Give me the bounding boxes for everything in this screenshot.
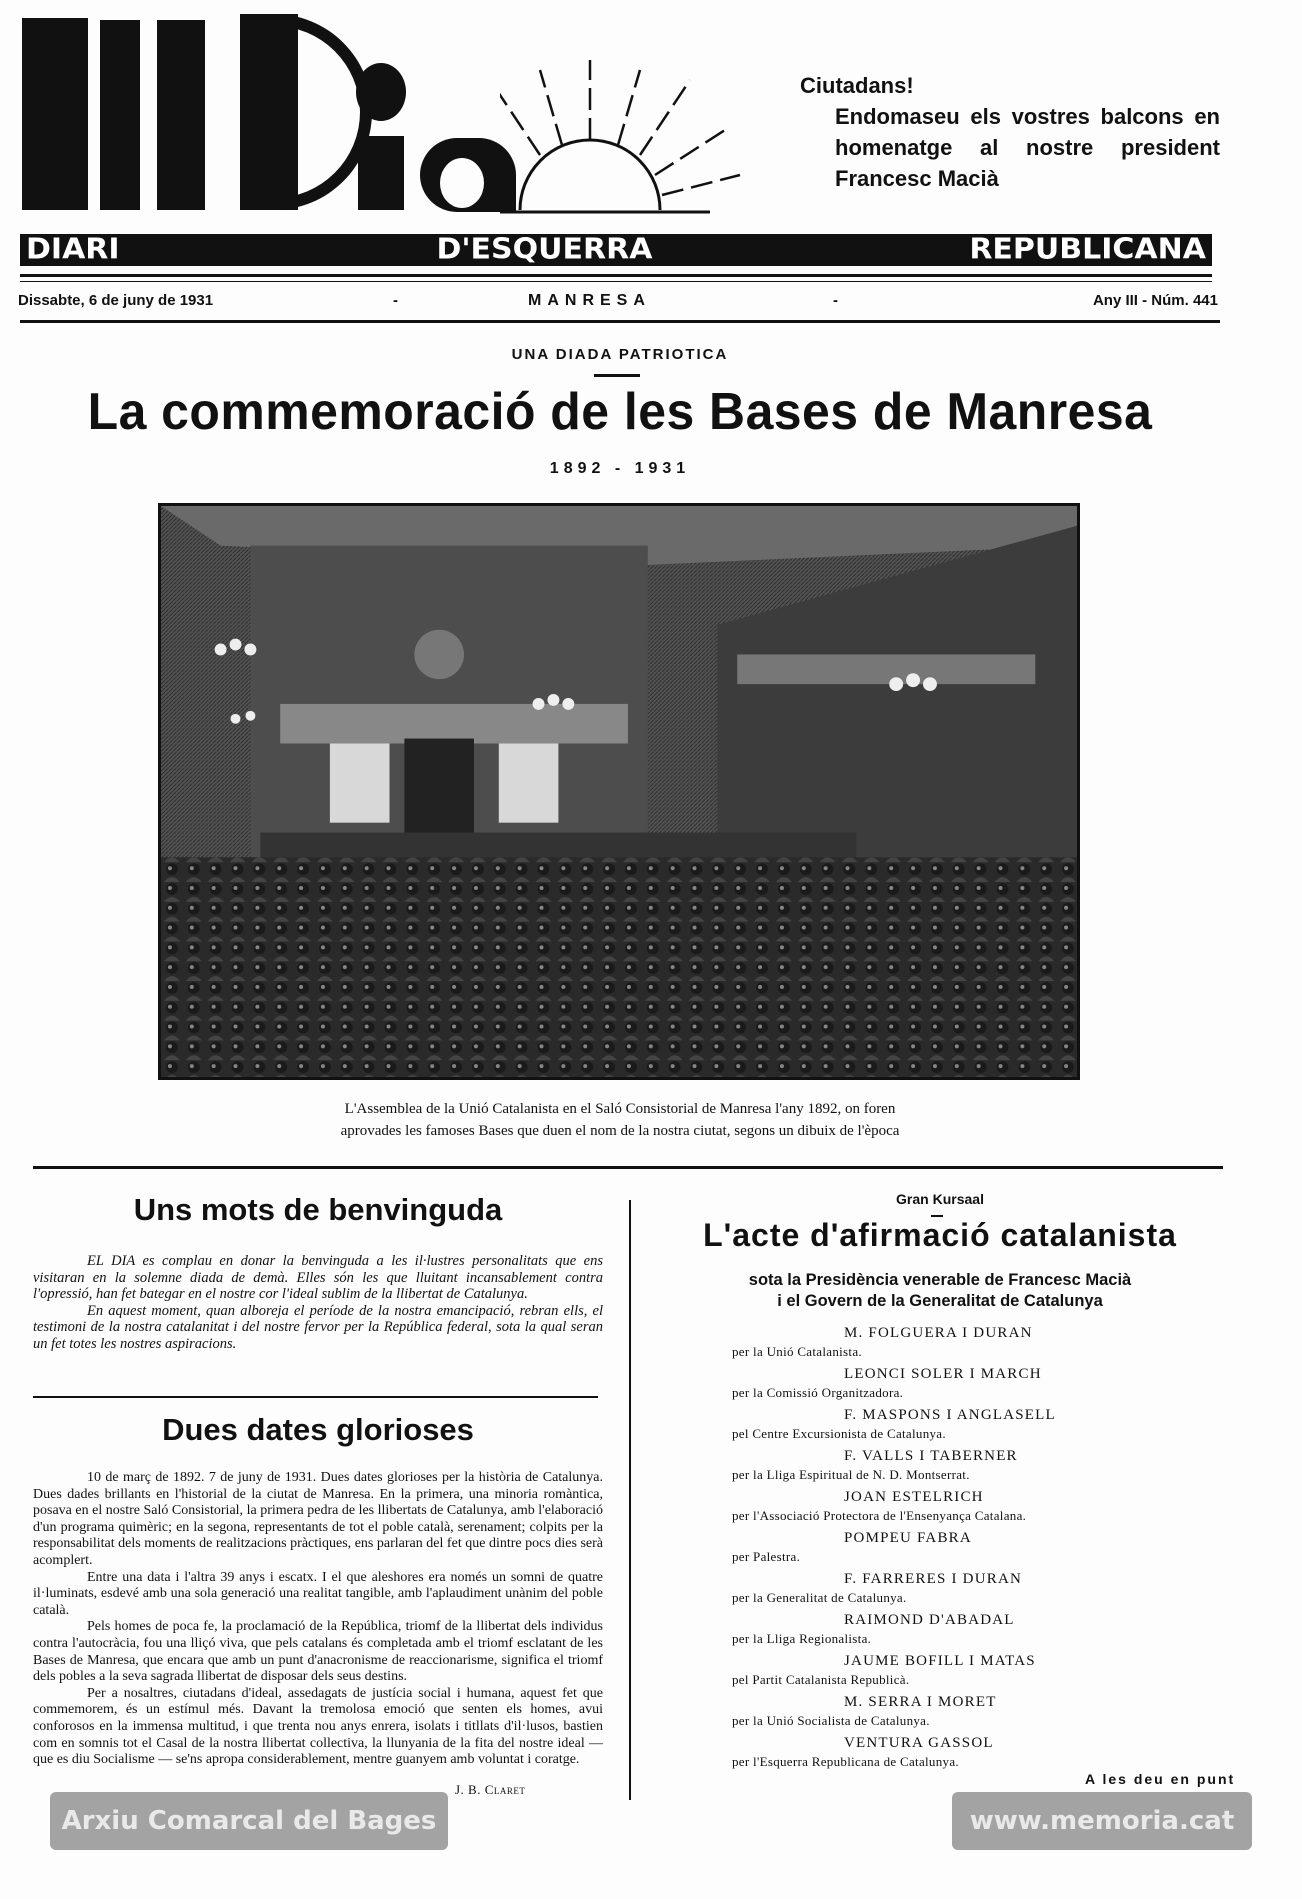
speaker-org: per la Generalitat de Catalunya. — [732, 1590, 907, 1605]
tagline-word: D'ESQUERRA — [436, 232, 653, 267]
speaker-org: per la Unió Catalanista. — [732, 1344, 862, 1359]
dates-paragraph: Per a nosaltres, ciutadans d'ideal, assedagats de justícia social i humana, aquest fet que commemorem, és un estímul més. Davant la tremolosa emoció que senten els homes, avui conforosos en la immensa multitud, i que trenta nou anys enrera, isolats i titllats d'il·lusos, bastien com en somnis tot el Casal de la nostra llibertat collectiva, la llunyania de la fita del nostre ideal — que es diu Socialisme — se'ns apropa considerablement, mentre guanyem amb voluntat i coratge. — [33, 1685, 603, 1768]
speaker-item — [732, 1612, 1152, 1653]
speaker-item — [732, 1653, 1152, 1694]
speaker-name: M. FOLGUERA I DURAN — [844, 1325, 1033, 1341]
caption-line: aprovades les famoses Bases que duen el nom de la nostra ciutat, segons un dibuix de l'època — [340, 1123, 900, 1139]
dateline-separator: - — [833, 292, 838, 309]
dateline — [18, 292, 1218, 314]
photo-caption — [270, 1098, 970, 1142]
masthead-rule — [20, 274, 1212, 277]
dateline-separator: - — [393, 292, 398, 309]
section-rule — [33, 1166, 1223, 1169]
masthead-logo — [22, 18, 542, 218]
speaker-item — [732, 1735, 1152, 1776]
event-time-note: A les deu en punt — [1085, 1771, 1236, 1787]
speaker-name: LEONCI SOLER I MARCH — [844, 1366, 1042, 1382]
story-years: 1892 - 1931 — [549, 460, 691, 477]
welcome-body — [33, 1253, 603, 1353]
speaker-item — [732, 1694, 1152, 1735]
speaker-item — [732, 1448, 1152, 1489]
speaker-item — [732, 1571, 1152, 1612]
speaker-org: per la Unió Socialista de Catalunya. — [732, 1713, 930, 1728]
speaker-name: JAUME BOFILL I MATAS — [844, 1653, 1036, 1669]
speaker-item — [732, 1489, 1152, 1530]
article-signature: J. B. Claret — [455, 1782, 526, 1797]
citizens-callout — [800, 70, 1220, 194]
dates-title: Dues dates glorioses — [162, 1412, 474, 1447]
welcome-paragraph: EL DIA es complau en donar la benvinguda a les il·lustres personalitats que ens visitaran en la solemne diada de demà. Elles són les que lluitant incansablement contra l'opressió, han fet bategar en el nostre cor l'ideal sublim de la llibertat de Catalunya. — [33, 1253, 603, 1303]
speaker-name: F. FARRERES I DURAN — [844, 1571, 1023, 1587]
speaker-name: VENTURA GASSOL — [844, 1735, 994, 1751]
archive-watermark: Arxiu Comarcal del Bages — [50, 1792, 448, 1850]
speaker-name: RAIMOND D'ABADAL — [844, 1612, 1015, 1628]
welcome-paragraph: En aquest moment, quan alboreja el període de la nostra emancipació, rebran ells, el testimoni de la nostra catalanitat i del nostre fervor per la República federal, sota la qual seran un fet totes les nostres aspiracions. — [33, 1302, 603, 1352]
speaker-name: POMPEU FABRA — [844, 1530, 972, 1546]
dates-paragraph: 10 de març de 1892. 7 de juny de 1931. Dues dates glorioses per la història de Catalunya. Dues dades brillants en l'historial de la ciutat de Manresa. En la primera, una minoria romàntica, posava en el nostre Saló Consistorial, la primera pedra de les llibertats de Catalunya, amb l'elaboració d'un programa quimèric; en la segona, representants de tot el poble català, serenament; colpits per la responsabilitat dels moments de realitzacions pràctiques, ens parlaran del fet que dintre pocs dies serà acomplert. — [33, 1470, 603, 1568]
dates-paragraph: Pels homes de poca fe, la proclamació de la República, triomf de la llibertat dels individus contra l'autocràcia, fou una lliçó viva, que pels catalans és completada amb el triomf esclatant de les Bases de Manresa, que encara que amb un punt d'anacronisme de reaccionarisme, significa el triomf dels pobles a la seva sagrada llibertat de disposar dels seus destins. — [33, 1619, 603, 1685]
speaker-item — [732, 1366, 1152, 1407]
tagline-banner — [20, 234, 1212, 266]
speaker-org: per la Lliga Espiritual de N. D. Montserrat. — [732, 1467, 970, 1482]
speaker-name: JOAN ESTELRICH — [844, 1489, 984, 1505]
subtitle-line: sota la Presidència venerable de Francesc Macià — [748, 1271, 1132, 1289]
speaker-name: F. VALLS I TABERNER — [844, 1448, 1018, 1464]
dates-paragraph: Entre una data i l'altra 39 anys i escatx. I el que aleshores era només un somni de quatre il·luminats, esdevé amb una sola generació una realitat tangible, amb l'aplaudiment unànim del poble català. — [33, 1569, 603, 1618]
speaker-org: per la Comissió Organitzadora. — [732, 1385, 904, 1400]
main-headline: La commemoració de les Bases de Manresa — [87, 383, 1153, 441]
caption-line: L'Assemblea de la Unió Catalanista en el Saló Consistorial de Manresa l'any 1892, on foren — [344, 1101, 896, 1117]
event-subtitle — [640, 1270, 1240, 1312]
speaker-item — [732, 1325, 1152, 1366]
sunrise-icon — [500, 60, 760, 220]
speaker-org: per l'Associació Protectora de l'Ensenyança Catalana. — [732, 1508, 1027, 1523]
tagline-word: REPUBLICANA — [969, 232, 1206, 267]
kicker-rule — [594, 374, 640, 377]
speaker-list — [732, 1325, 1152, 1776]
welcome-title: Uns mots de benvinguda — [133, 1192, 503, 1227]
speaker-item — [732, 1530, 1152, 1571]
event-title: L'acte d'afirmació catalanista — [703, 1217, 1177, 1253]
article-rule — [33, 1396, 598, 1398]
speaker-org: pel Partit Catalanista Republicà. — [732, 1672, 910, 1687]
speaker-org: pel Centre Excursionista de Catalunya. — [732, 1426, 946, 1441]
speaker-org: per la Lliga Regionalista. — [732, 1631, 872, 1646]
event-venue: Gran Kursaal — [896, 1191, 984, 1207]
column-divider — [629, 1200, 631, 1800]
issue-number: Any III - Núm. 441 — [1092, 292, 1218, 309]
city: MANRESA — [528, 292, 651, 309]
speaker-name: F. MASPONS I ANGLASELL — [844, 1407, 1056, 1423]
tagline-word: DIARI — [26, 232, 120, 267]
callout-heading: Ciutadans! — [800, 73, 914, 98]
subtitle-line: i el Govern de la Generalitat de Catalunya — [777, 1292, 1103, 1310]
speaker-org: per Palestra. — [732, 1549, 801, 1564]
masthead-rule — [20, 281, 1212, 282]
speaker-name: M. SERRA I MORET — [844, 1694, 997, 1710]
callout-body: Endomaseu els vostres balcons en homenatge al nostre president Francesc Macià — [835, 104, 1220, 191]
issue-date: Dissabte, 6 de juny de 1931 — [18, 292, 214, 309]
story-kicker: UNA DIADA PATRIOTICA — [511, 346, 729, 363]
website-watermark: www.memoria.cat — [952, 1792, 1252, 1850]
dates-body — [33, 1470, 603, 1769]
speaker-item — [732, 1407, 1152, 1448]
speaker-org: per l'Esquerra Republicana de Catalunya. — [732, 1754, 959, 1769]
assembly-engraving-image — [158, 503, 1080, 1080]
dateline-rule — [20, 320, 1220, 323]
